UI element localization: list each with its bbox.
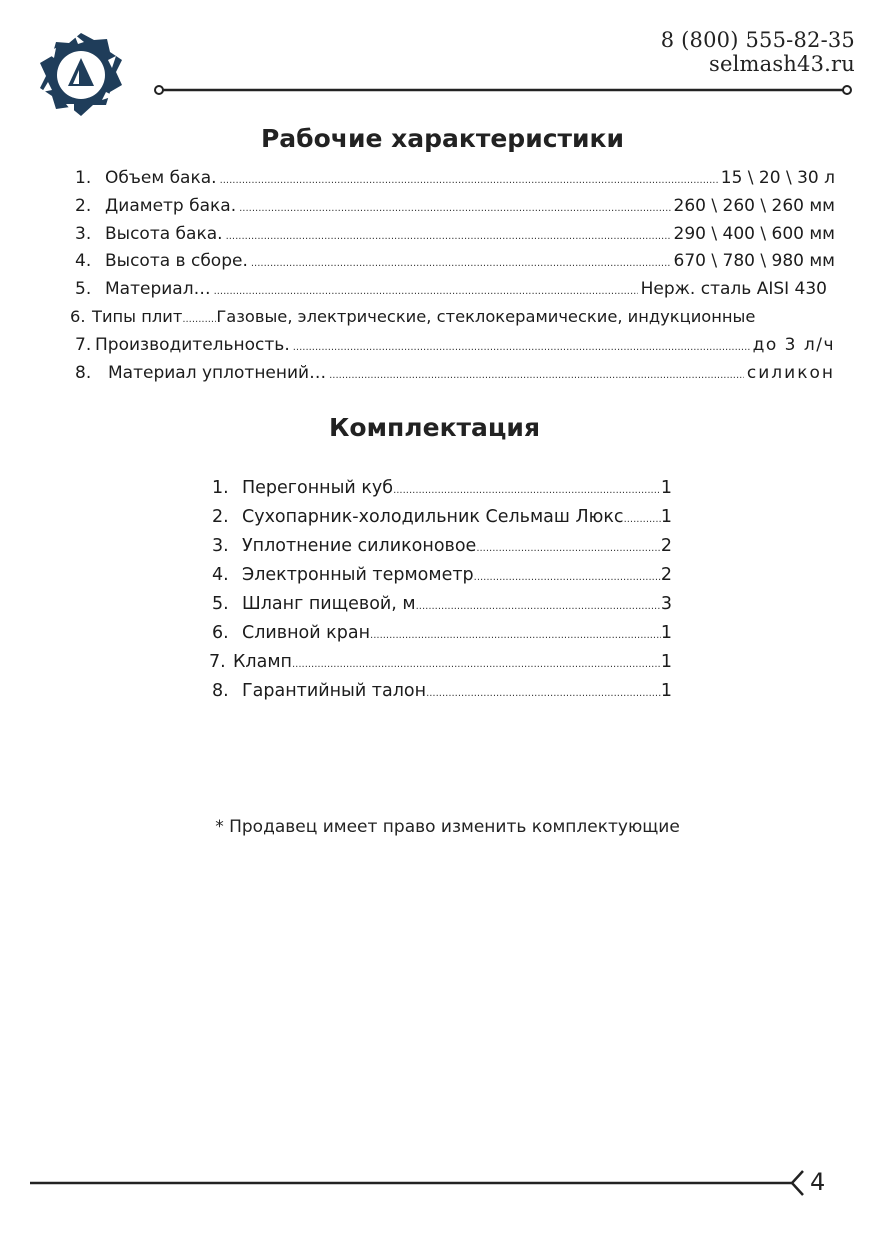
leader-dots: [292, 659, 661, 670]
kit-qty: 1: [660, 507, 672, 527]
spec-row: 1. Объем бака. ..... 15 \ 20 \ 30 л: [75, 168, 835, 196]
kit-label: Электронный термометр: [242, 565, 474, 585]
spec-row: 8. Материал уплотнений… ..... силикон: [75, 363, 835, 391]
kit-row: 5. Шланг пищевой, м ..... 3: [212, 594, 672, 623]
spec-label: Материал…: [105, 279, 211, 300]
leader-dots: [214, 286, 638, 297]
kit-label: Гарантийный талон: [242, 681, 427, 701]
kit-qty: 1: [660, 652, 672, 672]
leader-dots: [220, 175, 718, 186]
kit-row: 4. Электронный термометр ..... 2: [212, 565, 672, 594]
kit-row: 3. Уплотнение силиконовое ..... 2: [212, 536, 672, 565]
leader-dots: [416, 601, 661, 612]
spec-label: Высота в сборе.: [105, 251, 248, 272]
kit-qty: 1: [660, 681, 672, 701]
kit-label: Уплотнение силиконовое: [242, 536, 477, 556]
spec-label: Диаметр бака.: [105, 195, 237, 216]
kit-list: [209, 478, 672, 710]
kit-title: Комплектация: [328, 413, 540, 442]
kit-row: 2. Сухопарник-холодильник Сельмаш Люкс ..... 1: [212, 507, 672, 536]
selmash-logo-icon: [34, 30, 128, 120]
leader-dots: [226, 231, 671, 242]
leader-dots: [393, 485, 661, 496]
kit-qty: 1: [660, 478, 672, 498]
spec-row: 3. Высота бака. ..... 290 \ 400 \ 600 мм: [75, 224, 835, 252]
leader-dots: [476, 543, 661, 554]
leader-dots: [370, 630, 661, 641]
spec-row: 7. Производительность. ..... до 3 л/ч: [75, 335, 835, 363]
website-link[interactable]: selmash43.ru: [708, 52, 855, 76]
spec-label: Высота бака.: [105, 223, 223, 244]
specs-title: Рабочие характеристики: [260, 124, 625, 153]
spec-value: до 3 л/ч: [752, 334, 835, 355]
kit-label: Сухопарник-холодильник Сельмаш Люкс: [242, 507, 624, 527]
leader-dots: [329, 370, 744, 381]
spec-row: 6. Типы плит ..... Газовые, электрические, стеклокерамические, индукционные: [70, 307, 835, 335]
kit-qty: 3: [660, 594, 672, 614]
spec-row: 2. Диаметр бака. ..... 260 \ 260 \ 260 мм: [75, 196, 835, 224]
spec-value: силикон: [746, 362, 835, 383]
leader-dots: [474, 572, 661, 583]
contact-block: [661, 28, 855, 76]
kit-qty: 2: [660, 536, 672, 556]
kit-row: 7. Кламп ..... 1: [209, 652, 672, 681]
kit-label: Сливной кран: [242, 623, 371, 643]
spec-label: Материал уплотнений…: [108, 362, 327, 383]
leader-dots: [182, 314, 216, 325]
kit-label: Кламп: [233, 652, 292, 672]
kit-row: 6. Сливной кран ..... 1: [212, 623, 672, 652]
kit-row: 1. Перегонный куб ..... 1: [212, 478, 672, 507]
spec-value: Нерж. сталь AISI 430: [640, 279, 827, 300]
leader-dots: [293, 342, 750, 353]
specs-list: [70, 168, 835, 390]
spec-label: Производительность.: [95, 334, 290, 355]
spec-row: 4. Высота в сборе. ..... 670 \ 780 \ 980 мм: [75, 251, 835, 279]
kit-qty: 2: [660, 565, 672, 585]
spec-row: 5. Материал… ..... Нерж. сталь AISI 430: [75, 279, 835, 307]
disclaimer-note: * Продавец имеет право изменить комплектующие: [215, 817, 680, 837]
header-divider: [153, 84, 853, 96]
phone-number: 8 (800) 555-82-35: [660, 28, 855, 52]
spec-label: Типы плит: [92, 306, 183, 326]
page-number: 4: [810, 1168, 826, 1196]
leader-dots: [624, 514, 661, 525]
spec-value: 290 \ 400 \ 600 мм: [673, 223, 835, 244]
kit-label: Шланг пищевой, м: [242, 594, 416, 614]
footer-divider: [30, 1168, 810, 1198]
kit-qty: 1: [660, 623, 672, 643]
spec-label: Объем бака.: [105, 168, 217, 188]
spec-value: 260 \ 260 \ 260 мм: [673, 195, 835, 216]
kit-row: 8. Гарантийный талон ..... 1: [212, 681, 672, 710]
spec-value: 670 \ 780 \ 980 мм: [673, 251, 835, 272]
kit-label: Перегонный куб: [242, 478, 394, 498]
leader-dots: [251, 258, 671, 269]
spec-value: 15 \ 20 \ 30 л: [720, 168, 835, 188]
leader-dots: [426, 688, 661, 699]
leader-dots: [239, 203, 670, 214]
spec-value: Газовые, электрические, стеклокерамические, индукционные: [216, 306, 756, 326]
